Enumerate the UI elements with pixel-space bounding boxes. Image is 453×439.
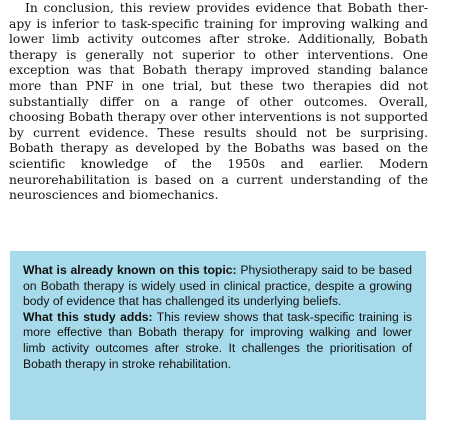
already-known-paragraph <box>23 263 412 310</box>
conclusion-paragraph: In conclusion, this review provides evidence that Bobath therapy is inferior to task-specific training for improving walking and lower limb activity outcomes after stroke. Additionally, Bobath therapy is generally not superior to other interventions. One exception was that Bobath therapy improved standing balance more than PNF in one trial, but these two therapies did not substantially differ on a range of other outcomes. Overall, choosing Bobath therapy over other interventions is not supported by current evidence. These results should not be surprising. Bobath therapy as developed by the Bobaths was based on the scientific knowledge of the 1950s and earlier. Modern neurorehabilitation is based on a current understanding of the neurosciences and biomechanics. <box>9 1 428 203</box>
already-known-text: Physiotherapy said to be based on Bobath therapy is widely used in clinical practice, despite a growing body of evidence that has challenged its underlying beliefs. <box>23 263 413 309</box>
already-known-heading: What is already known on this topic: <box>23 263 237 277</box>
study-adds-text: This review shows that task-specific training is more effective than Bobath therapy for improving walking and lower limb activity outcomes after stroke. It challenges the prioritisation of Bobath therapy in stroke rehabilitation. <box>23 309 412 371</box>
summary-box <box>10 251 426 420</box>
study-adds-paragraph <box>23 310 412 372</box>
study-adds-heading: What this study adds: <box>23 309 153 324</box>
